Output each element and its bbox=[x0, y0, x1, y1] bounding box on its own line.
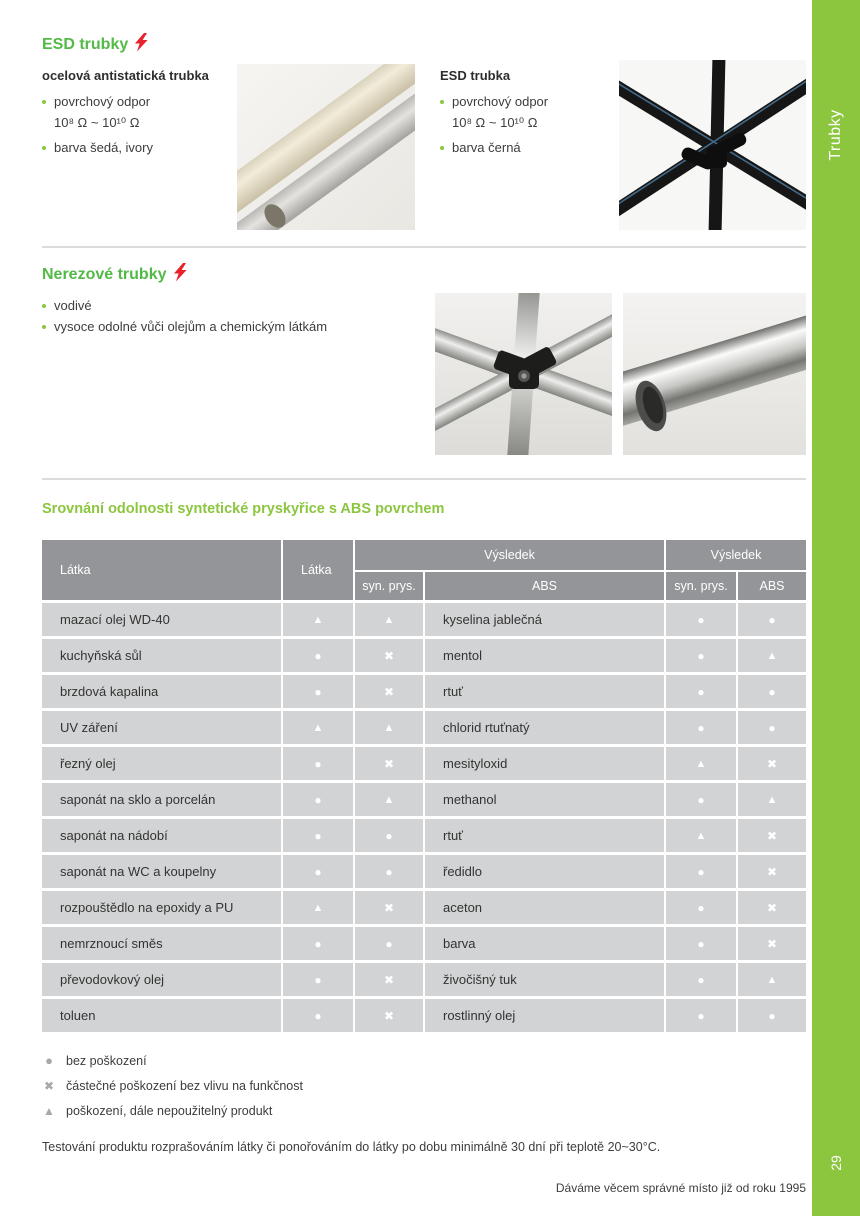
bullet-dot-icon bbox=[440, 146, 444, 150]
bullet-text: barva černá bbox=[452, 140, 521, 155]
legend-item bbox=[42, 1048, 303, 1073]
bullet-text: vodivé bbox=[54, 298, 92, 313]
esd-heading-label: ESD trubky bbox=[42, 36, 129, 53]
nerez-tube-photo bbox=[623, 293, 806, 455]
lightning-icon bbox=[174, 263, 187, 287]
header-syn-right: syn. prys. bbox=[666, 572, 736, 600]
substance-label: rtuť bbox=[425, 819, 664, 852]
bullet-item bbox=[42, 319, 382, 335]
result-cross-icon: ✖ bbox=[738, 819, 806, 852]
side-tab bbox=[812, 0, 860, 1216]
substance-label: ředidlo bbox=[425, 855, 664, 888]
esd-section-heading bbox=[42, 33, 148, 57]
result-circle-icon: ● bbox=[283, 999, 353, 1032]
bullet-item bbox=[440, 94, 635, 110]
legend-label: částečné poškození bez vlivu na funkčnost bbox=[66, 1078, 303, 1093]
substance-label: methanol bbox=[425, 783, 664, 816]
legend-circle-icon: ● bbox=[45, 1053, 53, 1068]
result-cross-icon: ✖ bbox=[355, 891, 423, 924]
bullet-text: povrchový odpor bbox=[452, 94, 549, 109]
substance-label: brzdová kapalina bbox=[42, 675, 281, 708]
result-legend bbox=[42, 1048, 303, 1123]
legend-label: poškození, dále nepoužitelný produkt bbox=[66, 1103, 273, 1118]
result-triangle-icon: ▲ bbox=[738, 963, 806, 996]
substance-label: nemrznoucí směs bbox=[42, 927, 281, 960]
result-triangle-icon: ▲ bbox=[283, 711, 353, 744]
bullet-dot-icon bbox=[42, 325, 46, 329]
product-name: ocelová antistatická trubka bbox=[42, 68, 209, 83]
header-syn-left: syn. prys. bbox=[355, 572, 423, 600]
result-circle-icon: ● bbox=[666, 855, 736, 888]
substance-label: kuchyňská sůl bbox=[42, 639, 281, 672]
result-circle-icon: ● bbox=[355, 855, 423, 888]
comparison-table-title: Srovnání odolnosti syntetické pryskyřice s ABS povrchem bbox=[42, 501, 445, 517]
bullet-item bbox=[440, 140, 635, 156]
nerez-heading-label: Nerezové trubky bbox=[42, 266, 167, 283]
result-triangle-icon: ▲ bbox=[355, 711, 423, 744]
substance-label: živočišný tuk bbox=[425, 963, 664, 996]
header-substance-left: Látka bbox=[42, 540, 281, 600]
substance-label: saponát na sklo a porcelán bbox=[42, 783, 281, 816]
result-circle-icon: ● bbox=[666, 783, 736, 816]
result-circle-icon: ● bbox=[666, 927, 736, 960]
legend-item bbox=[42, 1098, 303, 1123]
result-circle-icon: ● bbox=[666, 891, 736, 924]
result-circle-icon: ● bbox=[738, 675, 806, 708]
substance-label: mesityloxid bbox=[425, 747, 664, 780]
bullet-item bbox=[42, 298, 382, 314]
result-cross-icon: ✖ bbox=[738, 747, 806, 780]
nerez-joint-photo bbox=[435, 293, 612, 455]
result-cross-icon: ✖ bbox=[355, 675, 423, 708]
legend-triangle-icon: ▲ bbox=[43, 1103, 55, 1118]
result-circle-icon: ● bbox=[283, 639, 353, 672]
nerez-section-heading bbox=[42, 263, 187, 287]
substance-label: UV záření bbox=[42, 711, 281, 744]
result-circle-icon: ● bbox=[283, 747, 353, 780]
substance-label: převodovkový olej bbox=[42, 963, 281, 996]
lightning-icon bbox=[135, 33, 148, 57]
result-cross-icon: ✖ bbox=[355, 747, 423, 780]
result-circle-icon: ● bbox=[666, 999, 736, 1032]
result-cross-icon: ✖ bbox=[738, 927, 806, 960]
result-circle-icon: ● bbox=[666, 711, 736, 744]
result-circle-icon: ● bbox=[666, 639, 736, 672]
bullet-dot-icon bbox=[440, 100, 444, 104]
bullet-dot-icon bbox=[42, 100, 46, 104]
result-cross-icon: ✖ bbox=[355, 963, 423, 996]
substance-label: řezný olej bbox=[42, 747, 281, 780]
substance-label: barva bbox=[425, 927, 664, 960]
result-circle-icon: ● bbox=[283, 927, 353, 960]
footer-tagline: Dáváme věcem správné místo již od roku 1995 bbox=[555, 1181, 806, 1195]
result-circle-icon: ● bbox=[283, 963, 353, 996]
result-triangle-icon: ▲ bbox=[666, 747, 736, 780]
substance-label: mazací olej WD-40 bbox=[42, 603, 281, 636]
result-circle-icon: ● bbox=[355, 819, 423, 852]
page-number: 29 bbox=[828, 1155, 844, 1171]
header-result-left: Výsledek bbox=[355, 540, 664, 570]
result-circle-icon: ● bbox=[283, 819, 353, 852]
header-abs-right: ABS bbox=[738, 572, 806, 600]
result-triangle-icon: ▲ bbox=[738, 639, 806, 672]
substance-label: rostlinný olej bbox=[425, 999, 664, 1032]
result-triangle-icon: ▲ bbox=[283, 603, 353, 636]
header-abs-left: ABS bbox=[425, 572, 664, 600]
substance-label: saponát na WC a koupelny bbox=[42, 855, 281, 888]
result-circle-icon: ● bbox=[666, 963, 736, 996]
result-cross-icon: ✖ bbox=[738, 855, 806, 888]
result-cross-icon: ✖ bbox=[738, 891, 806, 924]
result-circle-icon: ● bbox=[738, 999, 806, 1032]
result-circle-icon: ● bbox=[283, 783, 353, 816]
esd-tube-photo bbox=[619, 60, 806, 230]
bullet-text: povrchový odpor bbox=[54, 94, 151, 109]
bullet-subline: 10⁸ Ω ~ 10¹⁰ Ω bbox=[452, 115, 538, 130]
header-substance-right: Látka bbox=[283, 540, 353, 600]
comparison-table-header bbox=[42, 540, 806, 600]
result-circle-icon: ● bbox=[283, 855, 353, 888]
side-tab-label: Trubky bbox=[827, 109, 844, 161]
result-circle-icon: ● bbox=[283, 675, 353, 708]
substance-label: toluen bbox=[42, 999, 281, 1032]
bullet-dot-icon bbox=[42, 146, 46, 150]
result-triangle-icon: ▲ bbox=[355, 603, 423, 636]
result-triangle-icon: ▲ bbox=[738, 783, 806, 816]
result-circle-icon: ● bbox=[738, 711, 806, 744]
bullet-subline: 10⁸ Ω ~ 10¹⁰ Ω bbox=[54, 115, 140, 130]
bullet-dot-icon bbox=[42, 304, 46, 308]
nerez-bullets-block bbox=[42, 298, 382, 340]
result-cross-icon: ✖ bbox=[355, 639, 423, 672]
result-circle-icon: ● bbox=[666, 603, 736, 636]
bullet-text: barva šedá, ivory bbox=[54, 140, 153, 155]
esd-steel-tube-photo bbox=[237, 64, 415, 230]
testing-note: Testování produktu rozprašováním látky či ponořováním do látky po dobu minimálně 30 dní při teplotě 20~30°C. bbox=[42, 1140, 661, 1154]
esd-steel-tube-block bbox=[42, 68, 237, 161]
substance-label: aceton bbox=[425, 891, 664, 924]
bullet-text: vysoce odolné vůči olejům a chemickým látkám bbox=[54, 319, 328, 334]
comparison-table-body bbox=[42, 603, 806, 1032]
result-circle-icon: ● bbox=[666, 675, 736, 708]
legend-item bbox=[42, 1073, 303, 1098]
bullet-item bbox=[42, 140, 237, 156]
substance-label: saponát na nádobí bbox=[42, 819, 281, 852]
esd-tube-block bbox=[440, 68, 635, 161]
legend-label: bez poškození bbox=[66, 1053, 147, 1068]
result-triangle-icon: ▲ bbox=[355, 783, 423, 816]
substance-label: rozpouštědlo na epoxidy a PU bbox=[42, 891, 281, 924]
result-cross-icon: ✖ bbox=[355, 999, 423, 1032]
result-circle-icon: ● bbox=[355, 927, 423, 960]
substance-label: rtuť bbox=[425, 675, 664, 708]
substance-label: kyselina jablečná bbox=[425, 603, 664, 636]
header-result-right: Výsledek bbox=[666, 540, 806, 570]
result-triangle-icon: ▲ bbox=[283, 891, 353, 924]
bullet-item bbox=[42, 94, 237, 110]
substance-label: mentol bbox=[425, 639, 664, 672]
result-circle-icon: ● bbox=[738, 603, 806, 636]
product-name: ESD trubka bbox=[440, 68, 511, 83]
section-divider bbox=[42, 478, 806, 480]
result-triangle-icon: ▲ bbox=[666, 819, 736, 852]
section-divider bbox=[42, 246, 806, 248]
legend-cross-icon: ✖ bbox=[43, 1078, 55, 1093]
substance-label: chlorid rtuťnatý bbox=[425, 711, 664, 744]
